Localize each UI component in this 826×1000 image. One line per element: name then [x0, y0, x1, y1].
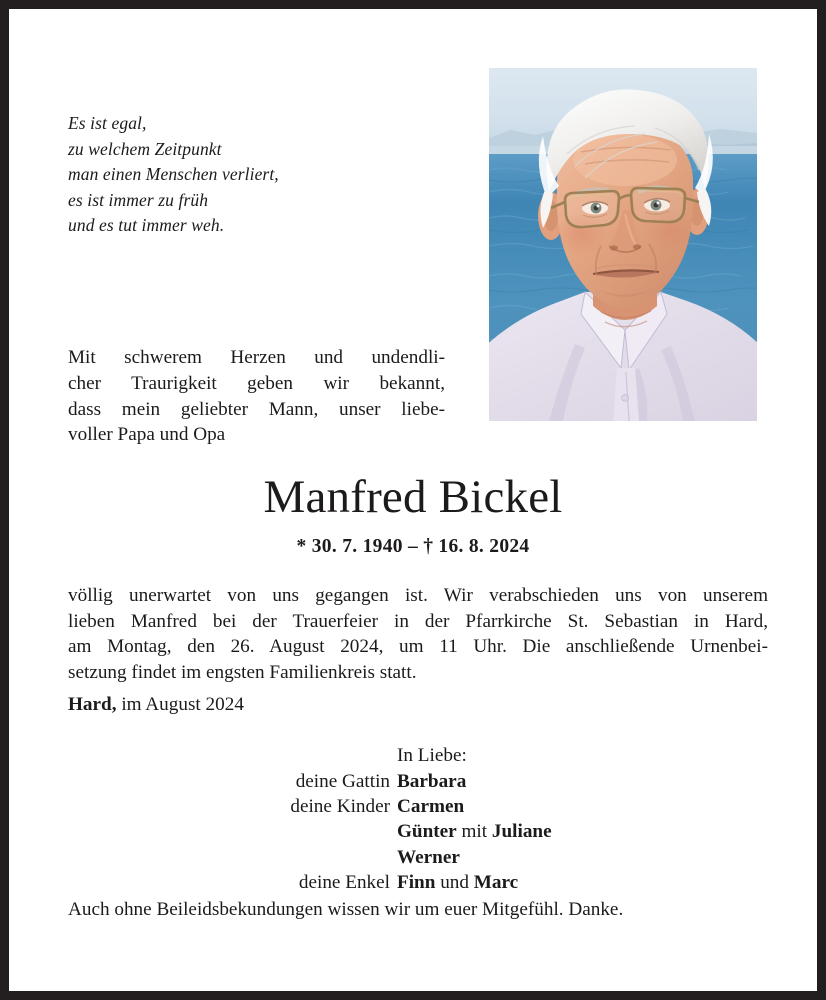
poem-line: es ist immer zu früh	[68, 189, 209, 210]
family-heading: In Liebe:	[397, 745, 467, 766]
body-line: lieben Manfred bei der Trauerfeier in der Pfarrkirche St. Sebastian in Hard,	[68, 610, 768, 632]
family-relation-label: deine Kinder	[290, 796, 390, 818]
family-relation-label: deine Enkel	[298, 871, 390, 893]
portrait-photo	[489, 68, 757, 421]
intro-paragraph	[68, 345, 445, 448]
closing-line: Auch ohne Beileidsbekundungen wissen wir um euer Mitgefühl. Danke.	[68, 899, 624, 920]
family-names	[397, 870, 817, 895]
family-conjunction: und	[435, 871, 474, 893]
intro-line: Mit schwerem Herzen und undendli-	[68, 347, 445, 368]
body-line: am Montag, den 26. August 2024, um 11 Uhr. Die anschließende Urnenbei-	[68, 636, 768, 658]
family-member-name: Günter	[397, 821, 457, 843]
family-row	[9, 794, 817, 819]
life-dates: * 30. 7. 1940 – † 16. 8. 2024	[296, 536, 530, 557]
poem-line: zu welchem Zeitpunkt	[68, 138, 222, 159]
poem-line: Es ist egal,	[68, 113, 147, 133]
poem-line: man einen Menschen verliert,	[68, 164, 279, 185]
surviving-family-block	[9, 743, 817, 895]
intro-line: dass mein geliebter Mann, unser liebe-	[68, 398, 445, 420]
intro-line: voller Papa und Opa	[68, 424, 226, 446]
family-row	[9, 870, 817, 895]
intro-line: cher Traurigkeit geben wir bekannt,	[68, 372, 445, 394]
family-row	[9, 845, 817, 870]
funeral-details-paragraph	[68, 583, 768, 685]
notice-content-area	[9, 9, 817, 991]
family-names	[397, 769, 817, 794]
family-member-name: Carmen	[397, 796, 465, 818]
body-line: setzung findet im engsten Familienkreis statt.	[68, 661, 417, 683]
memorial-poem	[68, 111, 428, 239]
family-member-name: Juliane	[491, 821, 552, 843]
family-member-name: Barbara	[397, 771, 467, 792]
family-names	[397, 845, 817, 870]
place-name: Hard,	[68, 694, 117, 715]
family-relation-label: deine Gattin	[295, 771, 390, 792]
family-names	[397, 794, 817, 819]
family-member-name: Marc	[473, 871, 519, 893]
deceased-name: Manfred Bickel	[263, 471, 563, 523]
body-line: völlig unerwartet von uns gegangen ist. Wir verabschieden uns von unserem	[68, 585, 768, 606]
family-member-name: Finn	[397, 871, 436, 893]
family-row	[9, 769, 817, 794]
portrait-photo-image	[489, 68, 757, 421]
place-month: im August 2024	[116, 694, 244, 715]
family-conjunction: mit	[456, 821, 492, 843]
place-date-line	[68, 692, 244, 718]
family-names	[397, 819, 817, 844]
family-member-name: Werner	[397, 846, 460, 868]
poem-line: und es tut immer weh.	[68, 215, 225, 236]
family-row	[9, 819, 817, 844]
